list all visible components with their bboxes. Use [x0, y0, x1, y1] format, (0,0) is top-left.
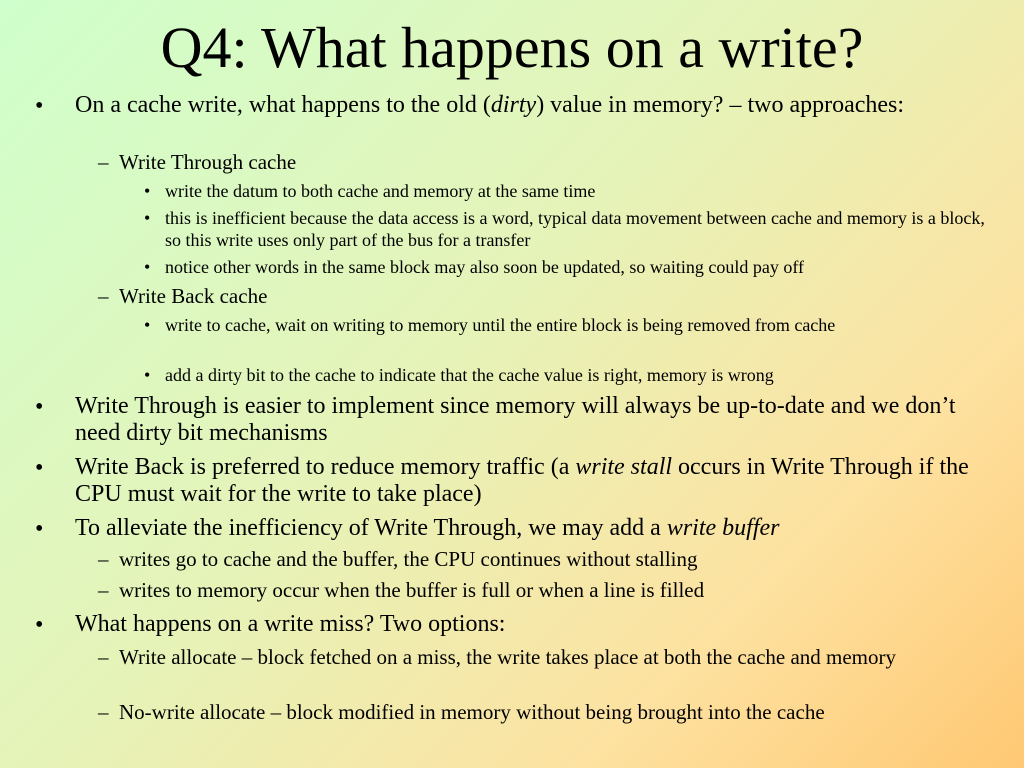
- sub-bullet-text: Write allocate – block fetched on a miss, the write takes place at both the cache and memory: [119, 645, 897, 669]
- bullet-marker: •: [144, 315, 151, 335]
- bullet-text: Write Through is easier to implement since memory will always be up-to-date and we don’t need dirty bit mechanisms: [75, 393, 956, 446]
- dash-marker: –: [98, 284, 109, 308]
- sub-sub-bullet-text: notice other words in the same block may also soon be updated, so waiting could pay off: [165, 257, 805, 277]
- text-segment: occurs in Write Through if the CPU must wait for the write to take place): [75, 454, 969, 507]
- bullet-text: [75, 92, 995, 119]
- bullet-marker: •: [35, 455, 44, 481]
- sub-sub-bullet-text: write to cache, wait on writing to memory until the entire block is being removed from cache: [165, 315, 836, 335]
- bullet-marker: •: [144, 257, 151, 277]
- slide-title: Q4: What happens on a write?: [160, 15, 864, 80]
- sub-bullet-text: Write Through cache: [119, 150, 297, 174]
- sub-bullet-text: No-write allocate – block modified in memory without being brought into the cache: [119, 700, 825, 724]
- text-segment: On a cache write, what happens to the old (: [75, 92, 491, 118]
- bullet-text: [75, 454, 995, 508]
- dash-marker: –: [98, 700, 109, 724]
- emphasis-text: write buffer: [666, 515, 780, 541]
- bullet-text: [75, 515, 995, 542]
- bullet-marker: •: [35, 612, 44, 638]
- dash-marker: –: [98, 645, 109, 669]
- dash-marker: –: [98, 578, 109, 602]
- sub-bullet-text: writes to memory occur when the buffer is full or when a line is filled: [119, 578, 705, 602]
- dash-marker: –: [98, 150, 109, 174]
- text-segment: Write Back is preferred to reduce memory traffic (a: [75, 454, 576, 480]
- bullet-marker: •: [35, 394, 44, 420]
- text-segment: ) value in memory? – two approaches:: [536, 92, 905, 118]
- dash-marker: –: [98, 547, 109, 571]
- sub-bullet-text: Write Back cache: [119, 284, 268, 308]
- bullet-marker: •: [144, 208, 151, 228]
- bullet-text: What happens on a write miss? Two options:: [75, 611, 506, 637]
- sub-sub-bullet-text: add a dirty bit to the cache to indicate that the cache value is right, memory is wrong: [165, 365, 774, 385]
- bullet-marker: •: [35, 93, 44, 119]
- emphasis-text: dirty: [490, 92, 537, 118]
- bullet-marker: •: [144, 365, 151, 385]
- text-segment: To alleviate the inefficiency of Write Through, we may add a: [75, 515, 667, 541]
- emphasis-text: write stall: [575, 454, 673, 480]
- sub-sub-bullet-text: write the datum to both cache and memory at the same time: [165, 181, 596, 201]
- bullet-marker: •: [144, 181, 151, 201]
- sub-bullet-text: writes go to cache and the buffer, the CPU continues without stalling: [119, 547, 698, 571]
- bullet-marker: •: [35, 516, 44, 542]
- sub-sub-bullet-text: this is inefficient because the data access is a word, typical data movement between cache and memory is a block, so this write uses only part of the bus for a transfer: [165, 208, 985, 250]
